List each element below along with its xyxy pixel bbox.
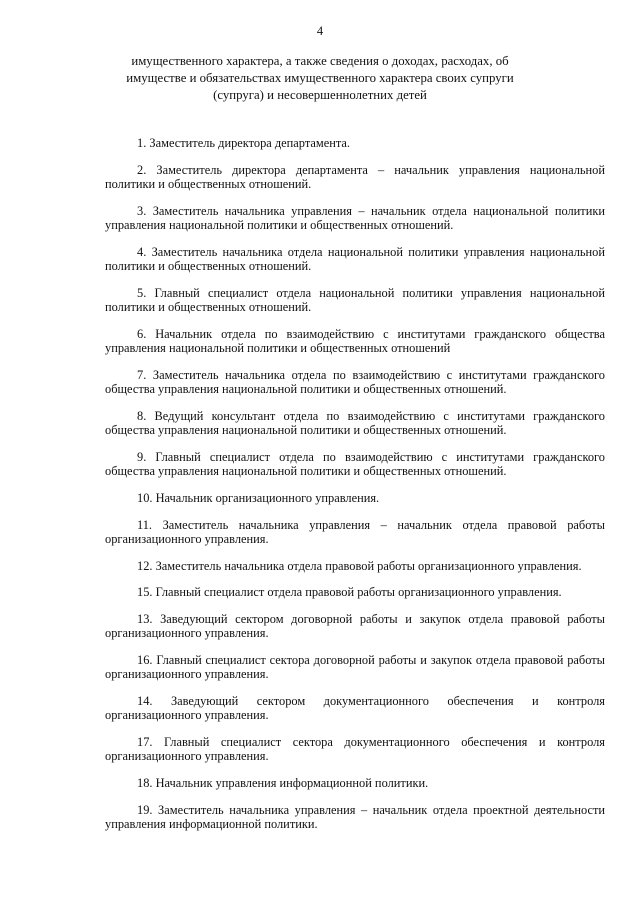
list-item: 14. Заведующий сектором документационного обеспечения и контроля организационного управления. xyxy=(105,693,605,723)
list-item: 12. Заместитель начальника отдела правовой работы организационного управления. xyxy=(137,558,582,573)
list-item: 8. Ведущий консультант отдела по взаимодействию с институтами гражданского общества управления национальной политики и общественных отношений. xyxy=(105,408,605,438)
position-list xyxy=(105,124,605,833)
list-item: 13. Заведующий сектором договорной работы и закупок отдела правовой работы организационного управления. xyxy=(105,612,605,641)
list-item: 19. Заместитель начальника управления – начальник отдела проектной деятельности управления информационной политики. xyxy=(105,802,605,831)
list-item: 9. Главный специалист отдела по взаимодействию с институтами гражданского общества управления национальной политики и общественных отношений. xyxy=(105,449,605,479)
list-item: 10. Начальник организационного управления. xyxy=(137,490,380,505)
section-heading xyxy=(118,53,522,104)
list-item: 15. Главный специалист отдела правовой работы организационного управления. xyxy=(137,585,562,600)
heading-line: имущественного характера, а также сведения о доходах, расходах, об xyxy=(131,54,509,68)
list-item: 1. Заместитель директора департамента. xyxy=(137,136,351,151)
list-item: 7. Заместитель начальника отдела по взаимодействию с институтами гражданского общества управления национальной политики и общественных отношений. xyxy=(105,368,605,397)
list-item: 4. Заместитель начальника отдела национальной политики управления национальной политики и общественных отношений. xyxy=(105,245,605,274)
list-item: 5. Главный специалист отдела национальной политики управления национальной политики и общественных отношений. xyxy=(105,286,605,315)
heading-line: (супруга) и несовершеннолетних детей xyxy=(213,88,427,102)
list-item: 6. Начальник отдела по взаимодействию с институтами гражданского общества управления национальной политики и общественных отношений xyxy=(105,327,605,356)
list-item: 3. Заместитель начальника управления – начальник отдела национальной политики управления национальной политики и общественных отношений. xyxy=(105,204,605,233)
page-number: 4 xyxy=(316,24,324,38)
list-item: 17. Главный специалист сектора документационного обеспечения и контроля организационного управления. xyxy=(105,734,605,764)
list-item: 11. Заместитель начальника управления – начальник отдела правовой работы организационного управления. xyxy=(105,517,605,546)
heading-line: имуществе и обязательствах имущественного характера своих супруги xyxy=(126,71,514,85)
list-item: 18. Начальник управления информационной политики. xyxy=(137,775,429,790)
list-item: 16. Главный специалист сектора договорной работы и закупок отдела правовой работы организационного управления. xyxy=(105,652,605,682)
list-item: 2. Заместитель директора департамента – начальник управления национальной политики и общественных отношений. xyxy=(105,163,605,192)
